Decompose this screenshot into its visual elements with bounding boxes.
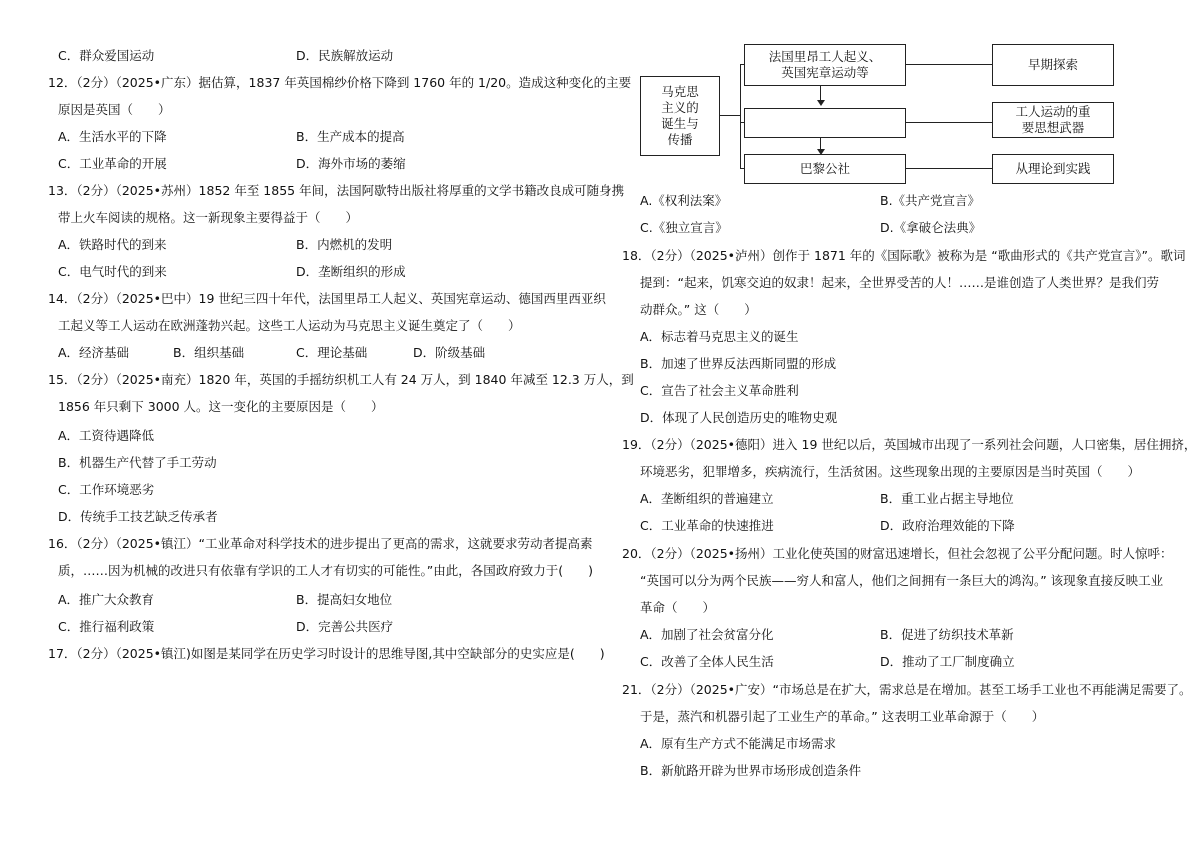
q16-stem-line2: 质，……因为机械的改进只有依靠有学识的工人才有切实的可能性。”由此，各国政府致力于( ) [58, 563, 593, 578]
q12-option-a: A．生活水平的下降 [58, 129, 167, 144]
paris-commune-box: 巴黎公社 [744, 154, 906, 184]
q19-option-d: D．政府治理效能的下降 [880, 518, 1015, 533]
q20-option-b: B．促进了纺织技术革新 [880, 627, 1014, 642]
q12-option-d: D．海外市场的萎缩 [296, 156, 406, 171]
q14-option-a: A．经济基础 [58, 345, 130, 360]
q13-option-b: B．内燃机的发明 [296, 237, 393, 252]
q12-option-b: B．生产成本的提高 [296, 129, 405, 144]
q17-option-b: B.《共产党宣言》 [880, 193, 981, 208]
q14-option-c: C．理论基础 [296, 345, 368, 360]
q15-option-a: A．工资待遇降低 [58, 428, 155, 443]
q15-option-d: D．传统手工技艺缺乏传承者 [58, 509, 218, 524]
q21-stem-line2: 于是，蒸汽和机器引起了工业生产的革命。” 这表明工业革命源于（ ） [640, 709, 1045, 724]
q18-option-d: D．体现了人民创造历史的唯物史观 [640, 410, 838, 425]
q13-option-a: A．铁路时代的到来 [58, 237, 167, 252]
q11-option-d: D．民族解放运动 [296, 48, 394, 63]
q20-stem-line3: 革命（ ） [640, 600, 716, 615]
root-connector [719, 115, 740, 116]
stage-early-exploration-box: 早期探索 [992, 44, 1114, 86]
link-mid [905, 122, 992, 123]
q17-option-a: A.《权利法案》 [640, 193, 728, 208]
q18-stem-line1: 18．（2分）（2025•泸州）创作于 1871 年的《国际歌》被称为是 “歌曲形式的《共产党宣言》”。歌词 [622, 248, 1186, 263]
q16-stem-line1: 16．（2分）（2025•镇江）“工业革命对科学技术的进步提出了更高的需求，这就要求劳动者提高素 [48, 536, 593, 551]
q18-stem-line2: 提到：“起来，饥寒交迫的奴隶！起来，全世界受苦的人！……是谁创造了人类世界？是我们劳 [640, 275, 1159, 290]
stage-theory-to-practice-box: 从理论到实践 [992, 154, 1114, 184]
q13-option-d: D．垄断组织的形成 [296, 264, 406, 279]
q14-stem-line1: 14．（2分）（2025•巴中）19 世纪三四十年代，法国里昂工人起义、英国宪章运动、德国西里西亚织 [48, 291, 606, 306]
q13-stem-line2: 带上火车阅读的规格。这一新现象主要得益于（ ） [58, 210, 359, 225]
q18-stem-line3: 动群众。” 这（ ） [640, 302, 757, 317]
q21-stem-line1: 21．（2分）（2025•广安）“市场总是在扩大，需求总是在增加。甚至工场手工业也不再能满足需要了。 [622, 682, 1192, 697]
q20-option-c: C．改善了全体人民生活 [640, 654, 774, 669]
q19-option-c: C．工业革命的快速推进 [640, 518, 774, 533]
q16-option-c: C．推行福利政策 [58, 619, 155, 634]
mind-map-diagram [640, 40, 1120, 190]
q14-option-d: D．阶级基础 [413, 345, 486, 360]
q18-option-b: B．加速了世界反法西斯同盟的形成 [640, 356, 837, 371]
q19-stem-line1: 19．（2分）（2025•德阳）进入 19 世纪以后，英国城市出现了一系列社会问题，人口密集，居住拥挤， [622, 437, 1197, 452]
q14-option-b: B．组织基础 [173, 345, 245, 360]
q16-option-a: A．推广大众教育 [58, 592, 155, 607]
q15-stem-line2: 1856 年只剩下 3000 人。这一变化的主要原因是（ ） [58, 399, 384, 414]
q20-stem-line1: 20．（2分）（2025•扬州）工业化使英国的财富迅速增长，但社会忽视了公平分配问题。时人惊呼： [622, 546, 1173, 561]
q15-option-b: B．机器生产代替了手工劳动 [58, 455, 217, 470]
q18-option-c: C．宣告了社会主义革命胜利 [640, 383, 799, 398]
stage-ideological-weapon-box: 工人运动的重 要思想武器 [992, 102, 1114, 138]
q19-option-b: B．重工业占据主导地位 [880, 491, 1014, 506]
mind-map-root-box: 马克思 主义的 诞生与 传播 [640, 76, 720, 156]
q16-option-b: B．提高妇女地位 [296, 592, 393, 607]
q20-stem-line2: “英国可以分为两个民族——穷人和富人，他们之间拥有一条巨大的鸿沟。” 该现象直接反映工业 [640, 573, 1164, 588]
q16-option-d: D．完善公共医疗 [296, 619, 394, 634]
q18-option-a: A．标志着马克思主义的诞生 [640, 329, 799, 344]
q19-option-a: A．垄断组织的普遍建立 [640, 491, 774, 506]
q12-stem-line2: 原因是英国（ ） [58, 102, 171, 117]
link-bottom [905, 168, 992, 169]
q17-option-d: D.《拿破仑法典》 [880, 220, 982, 235]
q11-option-c: C．群众爱国运动 [58, 48, 155, 63]
q12-stem-line1: 12．（2分）（2025•广东）据估算，1837 年英国棉纱价格下降到 1760 年的 1/20。造成这种变化的主要 [48, 75, 632, 90]
q20-option-a: A．加剧了社会贫富分化 [640, 627, 774, 642]
trunk-line [740, 64, 741, 168]
q17-option-c: C.《独立宣言》 [640, 220, 728, 235]
q13-stem-line1: 13．（2分）（2025•苏州）1852 年至 1855 年间，法国阿歇特出版社将厚重的文学书籍改良成可随身携 [48, 183, 625, 198]
q15-stem-line1: 15．（2分）（2025•南充）1820 年，英国的手摇纺织机工人有 24 万人，到 1840 年减至 12.3 万人，到 [48, 372, 634, 387]
blank-answer-box [744, 108, 906, 138]
arrow-1-head [817, 100, 825, 106]
link-top [905, 64, 992, 65]
q19-stem-line2: 环境恶劣，犯罪增多，疾病流行，生活贫困。这些现象出现的主要原因是当时英国（ ） [640, 464, 1141, 479]
top-event-box: 法国里昂工人起义、 英国宪章运动等 [744, 44, 906, 86]
q21-option-a: A．原有生产方式不能满足市场需求 [640, 736, 837, 751]
q15-option-c: C．工作环境恶劣 [58, 482, 155, 497]
q17-stem: 17．（2分）（2025•镇江)如图是某同学在历史学习时设计的思维导图,其中空缺部分的史实应是( ) [48, 646, 605, 661]
q12-option-c: C．工业革命的开展 [58, 156, 167, 171]
q20-option-d: D．推动了工厂制度确立 [880, 654, 1015, 669]
q14-stem-line2: 工起义等工人运动在欧洲蓬勃兴起。这些工人运动为马克思主义诞生奠定了（ ） [58, 318, 521, 333]
q21-option-b: B．新航路开辟为世界市场形成创造条件 [640, 763, 862, 778]
q13-option-c: C．电气时代的到来 [58, 264, 167, 279]
